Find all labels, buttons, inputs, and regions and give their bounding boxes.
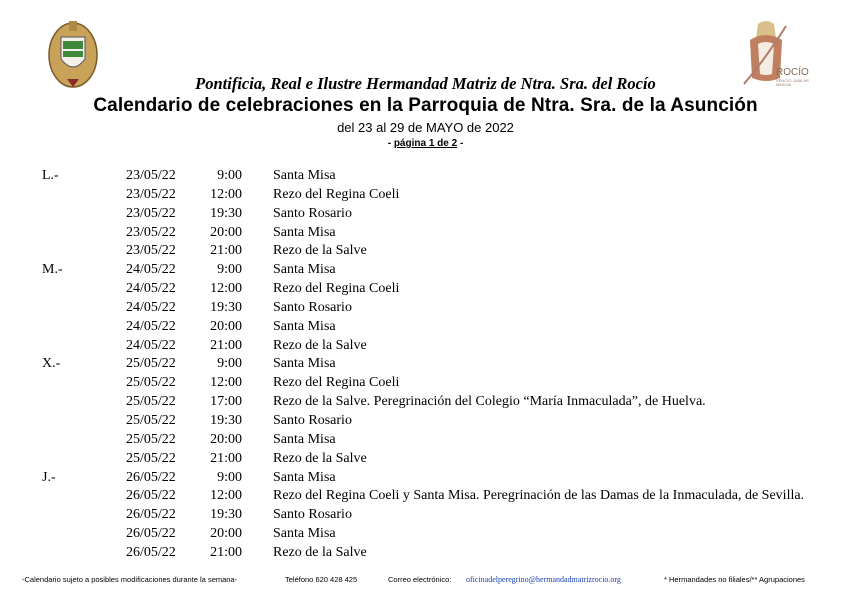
- event-cell: Rezo del Regina Coeli: [273, 281, 400, 297]
- page-indicator: [0, 138, 851, 149]
- date-cell: 23/05/22: [126, 205, 176, 221]
- event-cell: Santo Rosario: [273, 412, 352, 428]
- date-cell: 26/05/22: [126, 507, 176, 523]
- time-cell: 12:00: [210, 488, 242, 504]
- time-cell: 9:00: [217, 262, 242, 278]
- time-cell: 19:30: [210, 412, 242, 428]
- time-cell: 9:00: [217, 356, 242, 372]
- schedule-table: [0, 167, 851, 563]
- schedule-row: [0, 412, 851, 431]
- time-cell: 12:00: [210, 281, 242, 297]
- schedule-row: [0, 186, 851, 205]
- schedule-row: [0, 167, 851, 186]
- logo-subtext: VENCIÓ JUBILAR MMXXIII: [776, 78, 809, 88]
- page-suffix: -: [457, 138, 464, 149]
- schedule-row: [0, 487, 851, 506]
- date-cell: 23/05/22: [126, 168, 176, 183]
- time-cell: 20:00: [210, 224, 242, 240]
- date-cell: 24/05/22: [126, 299, 176, 315]
- schedule-row: [0, 393, 851, 412]
- schedule-row: [0, 506, 851, 525]
- organization-name: Pontificia, Real e Ilustre Hermandad Matriz de Ntra. Sra. del Rocío: [195, 74, 656, 93]
- date-cell: 23/05/22: [126, 243, 176, 259]
- logo-text: ROCÍO: [776, 67, 809, 78]
- day-label: M.-: [42, 262, 63, 278]
- event-cell: Santo Rosario: [273, 299, 352, 315]
- day-label: L.-: [42, 168, 59, 183]
- date-cell: 25/05/22: [126, 412, 176, 428]
- footer-note: -Calendario sujeto a posibles modificaciones durante la semana-: [22, 575, 238, 584]
- schedule-row: [0, 280, 851, 299]
- schedule-row: [0, 525, 851, 544]
- event-cell: Rezo de la Salve: [273, 450, 367, 466]
- event-cell: Santa Misa: [273, 469, 336, 485]
- time-cell: 20:00: [210, 431, 242, 447]
- date-cell: 25/05/22: [126, 356, 176, 372]
- schedule-row: [0, 374, 851, 393]
- schedule-row: [0, 205, 851, 224]
- footer-groups-note: * Hermandades no filiales/** Agrupaciones: [664, 575, 805, 584]
- time-cell: 9:00: [217, 168, 242, 183]
- time-cell: 21:00: [210, 243, 242, 259]
- event-cell: Rezo del Regina Coeli y Santa Misa. Peregrinación de las Damas de la Inmaculada, de Sevilla.: [273, 488, 805, 504]
- time-cell: 19:30: [210, 507, 242, 523]
- schedule-row: [0, 450, 851, 469]
- schedule-row: [0, 261, 851, 280]
- date-cell: 24/05/22: [126, 262, 176, 278]
- event-cell: Santa Misa: [273, 356, 336, 372]
- date-cell: 26/05/22: [126, 488, 176, 504]
- time-cell: 20:00: [210, 318, 242, 334]
- event-cell: Santa Misa: [273, 431, 336, 447]
- event-cell: Santa Misa: [273, 318, 336, 334]
- page-title: Calendario de celebraciones en la Parroquia de Ntra. Sra. de la Asunción: [93, 95, 758, 116]
- schedule-row: [0, 224, 851, 243]
- time-cell: 17:00: [210, 394, 242, 410]
- page-label: página 1 de 2: [393, 138, 458, 149]
- footer-phone: Teléfono 620 428 425: [285, 575, 358, 584]
- date-cell: 23/05/22: [126, 186, 176, 202]
- time-cell: 19:30: [210, 205, 242, 221]
- schedule-row: [0, 337, 851, 356]
- event-cell: Santo Rosario: [273, 205, 352, 221]
- date-cell: 23/05/22: [126, 224, 176, 240]
- footer-email-label: Correo electrónico:: [388, 575, 452, 584]
- time-cell: 21:00: [210, 450, 242, 466]
- footer-email-link[interactable]: oficinadelperegrino@hermandadmatrizrocio.org: [466, 575, 621, 584]
- time-cell: 12:00: [210, 186, 242, 202]
- time-cell: 19:30: [210, 299, 242, 315]
- schedule-row: [0, 242, 851, 261]
- schedule-row: [0, 318, 851, 337]
- day-label: X.-: [42, 356, 61, 372]
- footer: [0, 574, 851, 586]
- event-cell: Santa Misa: [273, 262, 336, 278]
- schedule-row: [0, 469, 851, 488]
- event-cell: Santa Misa: [273, 224, 336, 240]
- event-cell: Rezo del Regina Coeli: [273, 186, 400, 202]
- event-cell: Santa Misa: [273, 168, 336, 183]
- day-label: J.-: [42, 469, 56, 485]
- time-cell: 20:00: [210, 526, 242, 542]
- date-cell: 25/05/22: [126, 375, 176, 391]
- event-cell: Rezo del Regina Coeli: [273, 375, 400, 391]
- date-cell: 26/05/22: [126, 544, 176, 560]
- date-cell: 24/05/22: [126, 318, 176, 334]
- schedule-row: [0, 355, 851, 374]
- time-cell: 12:00: [210, 375, 242, 391]
- date-cell: 25/05/22: [126, 431, 176, 447]
- event-cell: Santo Rosario: [273, 507, 352, 523]
- time-cell: 9:00: [217, 469, 242, 485]
- date-cell: 24/05/22: [126, 337, 176, 353]
- time-cell: 21:00: [210, 337, 242, 353]
- schedule-row: [0, 544, 851, 563]
- date-range: del 23 al 29 de MAYO de 2022: [337, 120, 514, 135]
- event-cell: Rezo de la Salve: [273, 337, 367, 353]
- date-cell: 26/05/22: [126, 469, 176, 485]
- date-cell: 25/05/22: [126, 450, 176, 466]
- page-prefix: -: [387, 138, 394, 149]
- schedule-row: [0, 299, 851, 318]
- time-cell: 21:00: [210, 544, 242, 560]
- date-cell: 25/05/22: [126, 394, 176, 410]
- date-cell: 24/05/22: [126, 281, 176, 297]
- event-cell: Santa Misa: [273, 526, 336, 542]
- event-cell: Rezo de la Salve. Peregrinación del Colegio “María Inmaculada”, de Huelva.: [273, 394, 706, 410]
- date-cell: 26/05/22: [126, 526, 176, 542]
- schedule-row: [0, 431, 851, 450]
- event-cell: Rezo de la Salve: [273, 243, 367, 259]
- event-cell: Rezo de la Salve: [273, 544, 367, 560]
